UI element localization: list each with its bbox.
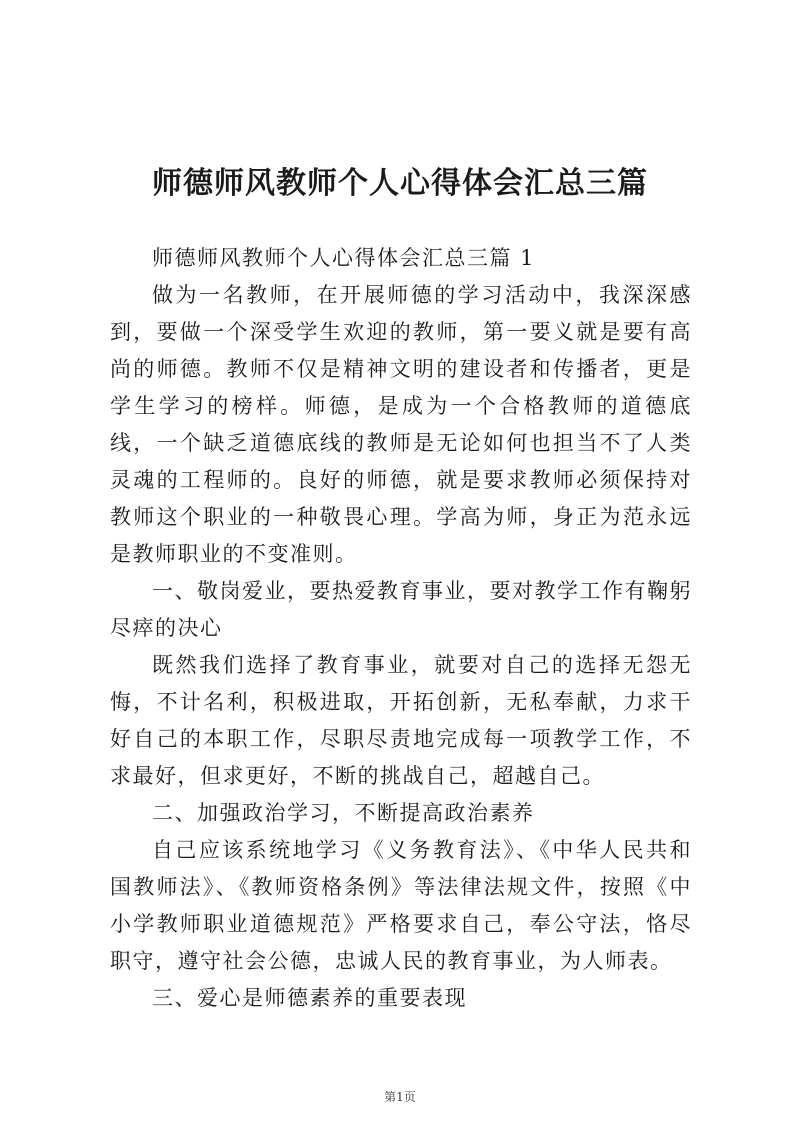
page-number: 第1页 xyxy=(384,1090,416,1104)
paragraph-intro: 做为一名教师，在开展师德的学习活动中，我深深感到，要做一个深受学生欢迎的教师，第一要义就是要有高尚的师德。教师不仅是精神文明的建设者和传播者，更是学生学习的榜样。师德，是成为一个合格教师的道德底线，一个缺乏道德底线的教师是无论如何也担当不了人类灵魂的工程师的。良好的师德，就是要求教师必须保持对教师这个职业的一种敬畏心理。学高为师，身正为范永远是教师职业的不变准则。 xyxy=(110,283,692,566)
section-point-1: 一、敬岗爱业，要热爱教育事业，要对教学工作有鞠躬尽瘁的决心 xyxy=(110,579,692,640)
section-heading-1: 师德师风教师个人心得体会汇总三篇 1 xyxy=(152,246,536,270)
section-point-2: 二、加强政治学习，不断提高政治素养 xyxy=(152,801,535,825)
paragraph-point-1: 既然我们选择了教育事业，就要对自己的选择无怨无悔，不计名利，积极进取，开拓创新，无私奉献，力求干好自己的本职工作，尽职尽责地完成每一项教学工作，不求最好，但求更好，不断的挑战自己，超越自己。 xyxy=(110,653,692,788)
section-point-3: 三、爱心是师德素养的重要表现 xyxy=(152,986,467,1010)
document-body xyxy=(110,240,692,1017)
paragraph-point-2: 自己应该系统地学习《义务教育法》、《中华人民共和国教师法》、《教师资格条例》等法律法规文件，按照《中小学教师职业道德规范》严格要求自己，奉公守法，恪尽职守，遵守社会公德，忠诚人民的教育事业，为人师表。 xyxy=(110,838,692,973)
document-title: 师德师风教师个人心得体会汇总三篇 xyxy=(152,166,648,201)
